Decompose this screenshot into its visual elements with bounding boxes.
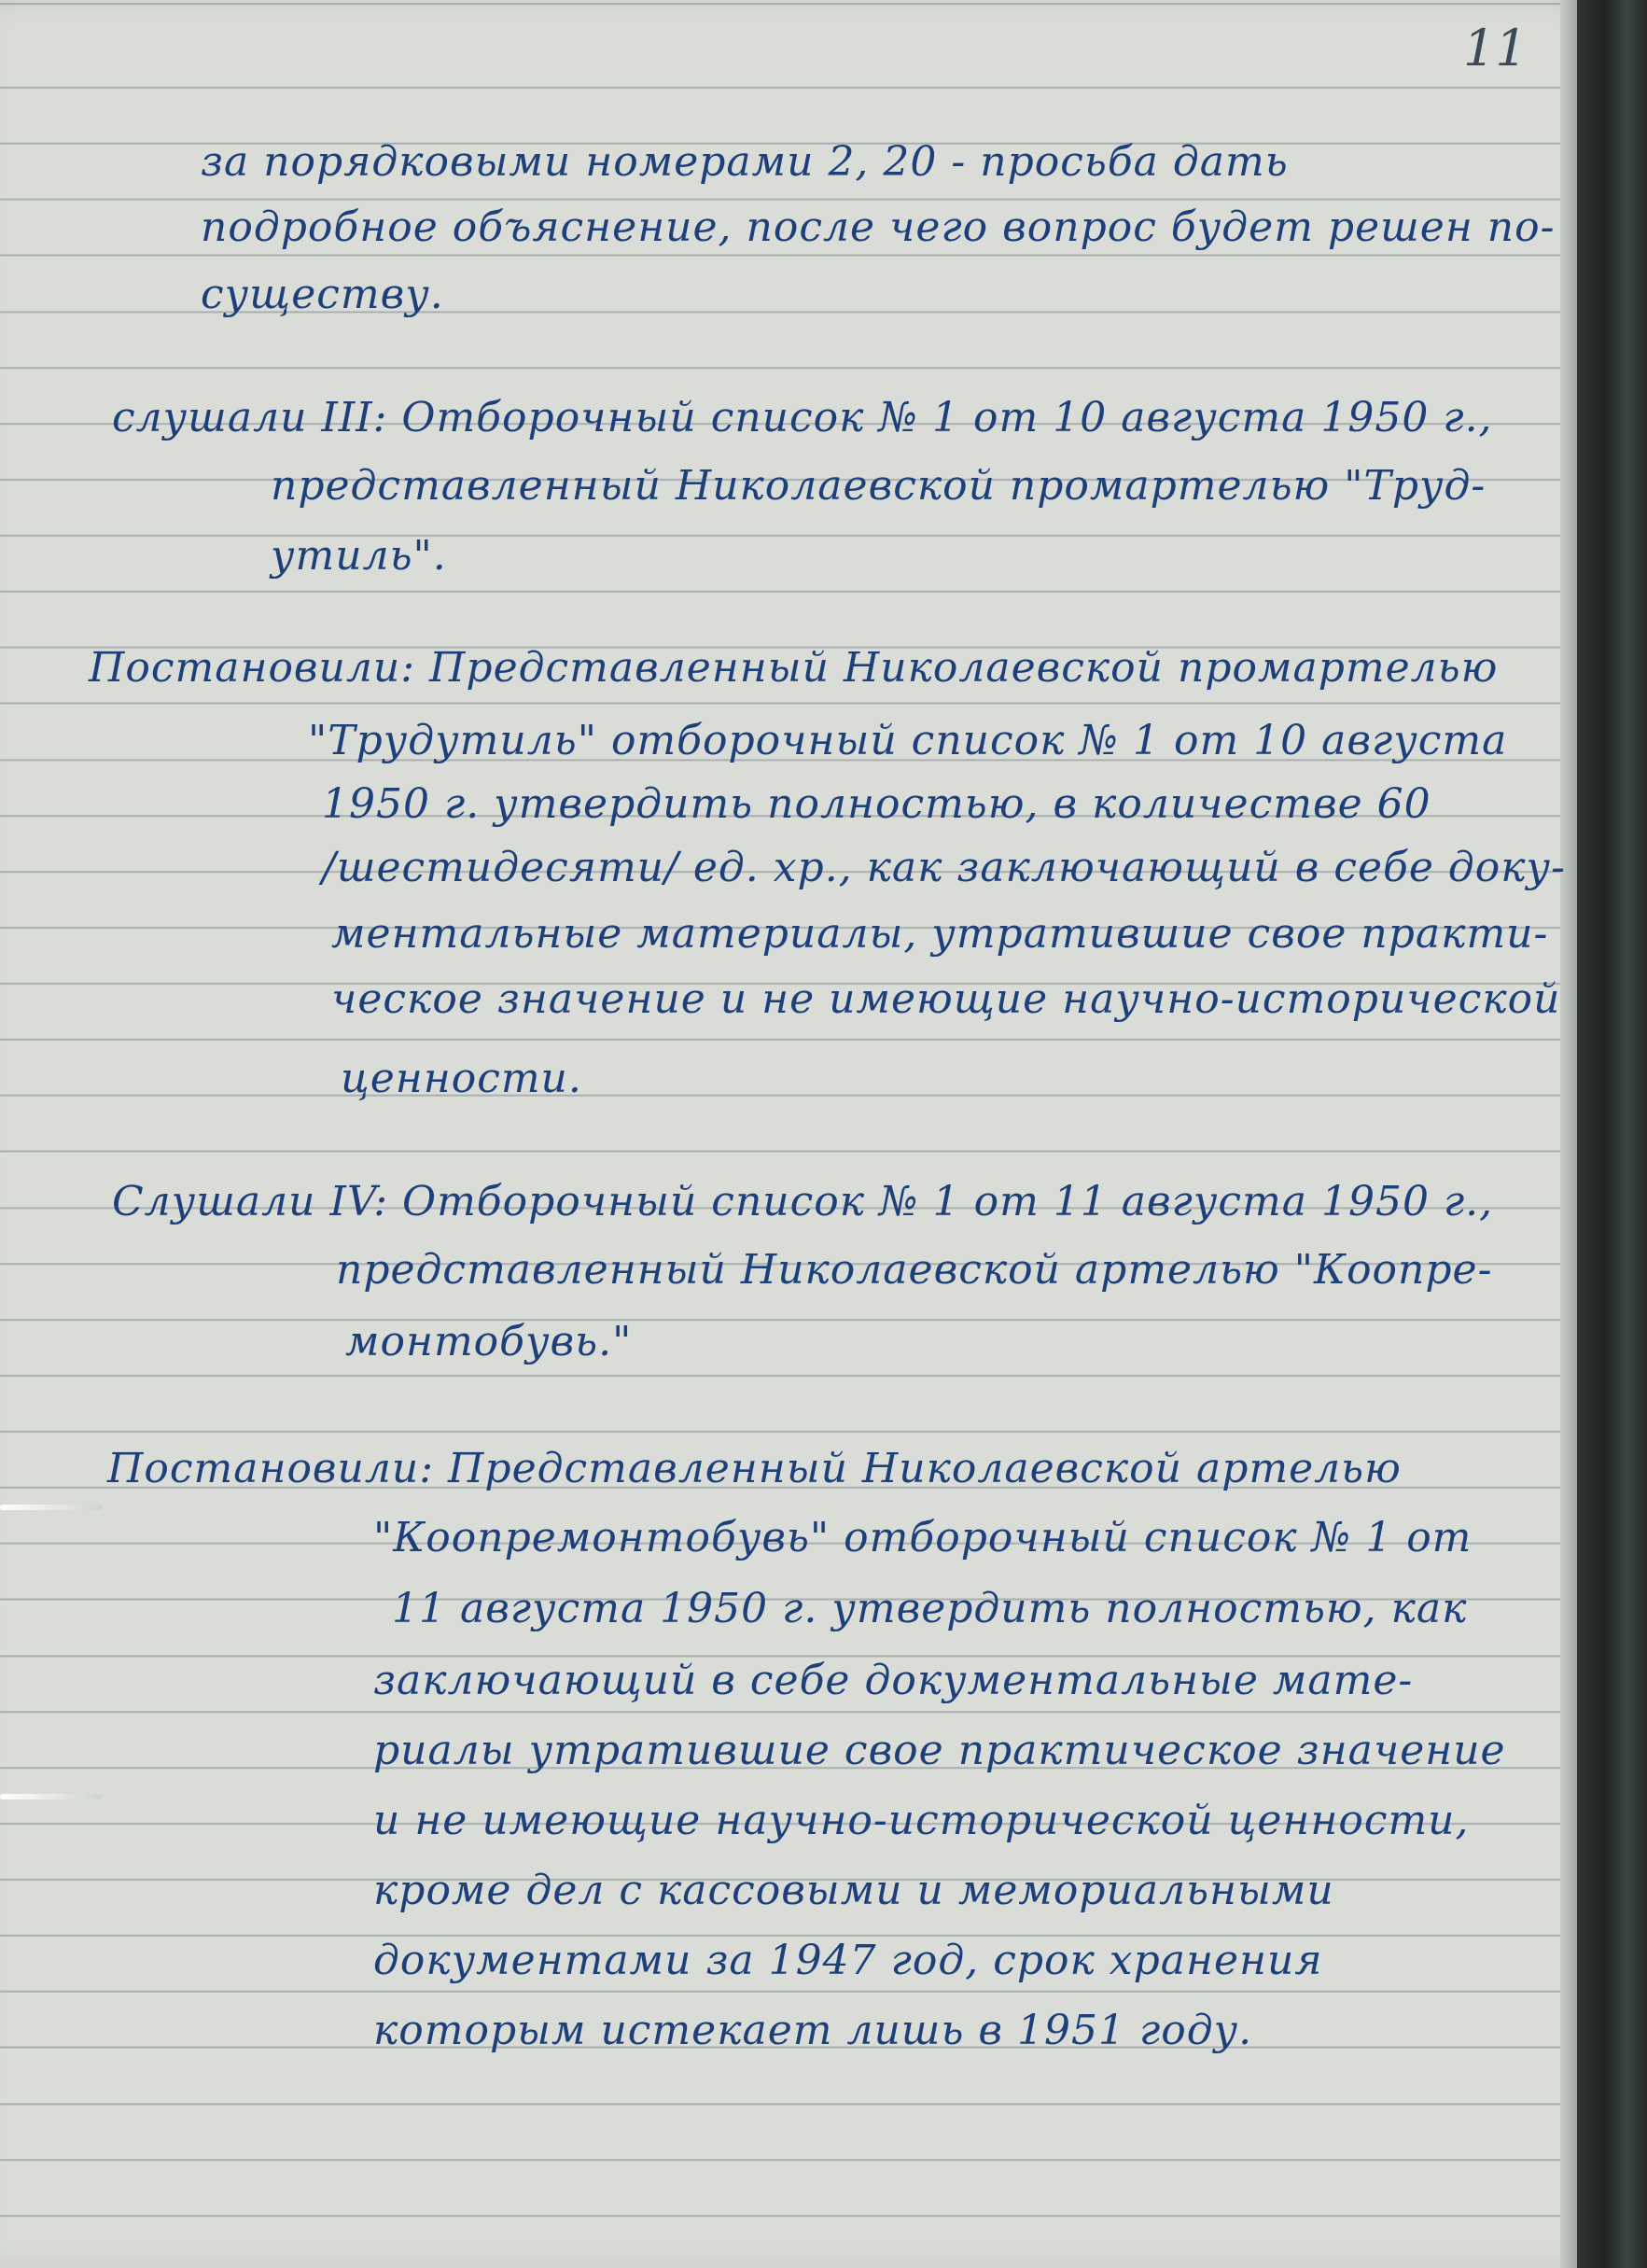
text-line: представленный Николаевской промартелью "Труд- xyxy=(271,462,1486,510)
text-line: существу. xyxy=(201,271,444,318)
text-line: подробное объяснение, после чего вопрос будет решен по- xyxy=(201,203,1556,251)
text-line: документами за 1947 год, срок хранения xyxy=(373,1937,1323,1984)
text-line: 11 августа 1950 г. утвердить полностью, как xyxy=(392,1585,1468,1632)
text-line: которым истекает лишь в 1951 году. xyxy=(373,2007,1253,2054)
text-line: и не имеющие научно-исторической ценности, xyxy=(373,1797,1470,1844)
text-line: ческое значение и не имеющие научно-исторической xyxy=(331,975,1561,1023)
binding-thread xyxy=(0,1505,103,1510)
heard-heading: слушали III: Отборочный список № 1 от 10 августа 1950 г., xyxy=(112,394,1493,441)
binding-thread xyxy=(0,1794,103,1799)
text-line: кроме дел с кассовыми и мемориальными xyxy=(373,1867,1334,1914)
page-edge xyxy=(1560,0,1579,2268)
resolved-heading: Постановили: Представленный Николаевской промартелью xyxy=(89,644,1499,692)
text-line: представленный Николаевской артелью "Коопре- xyxy=(336,1246,1493,1294)
notebook-binding xyxy=(1577,0,1647,2268)
text-line: заключающий в себе документальные мате- xyxy=(373,1657,1414,1704)
text-line: 1950 г. утвердить полностью, в количестве 60 xyxy=(322,780,1431,828)
text-line: монтобувь." xyxy=(345,1318,633,1365)
text-line: риалы утратившие свое практическое значение xyxy=(373,1727,1506,1774)
text-line: за порядковыми номерами 2, 20 - просьба дать xyxy=(201,138,1289,186)
text-line: /шестидесяти/ ед. хр., как заключающий в себе доку- xyxy=(322,844,1566,891)
text-line: утиль". xyxy=(271,532,447,580)
text-line: ценности. xyxy=(341,1055,582,1102)
resolved-heading: Постановили: Представленный Николаевской артелью xyxy=(107,1445,1402,1492)
page-number: 11 xyxy=(1463,19,1528,77)
text-line: ментальные материалы, утратившие свое практи- xyxy=(331,910,1549,958)
text-line: "Коопремонтобувь" отборочный список № 1 от xyxy=(373,1514,1473,1561)
text-line: "Трудутиль" отборочный список № 1 от 10 августа xyxy=(308,717,1508,764)
heard-heading: Слушали IV: Отборочный список № 1 от 11 августа 1950 г., xyxy=(112,1178,1494,1225)
